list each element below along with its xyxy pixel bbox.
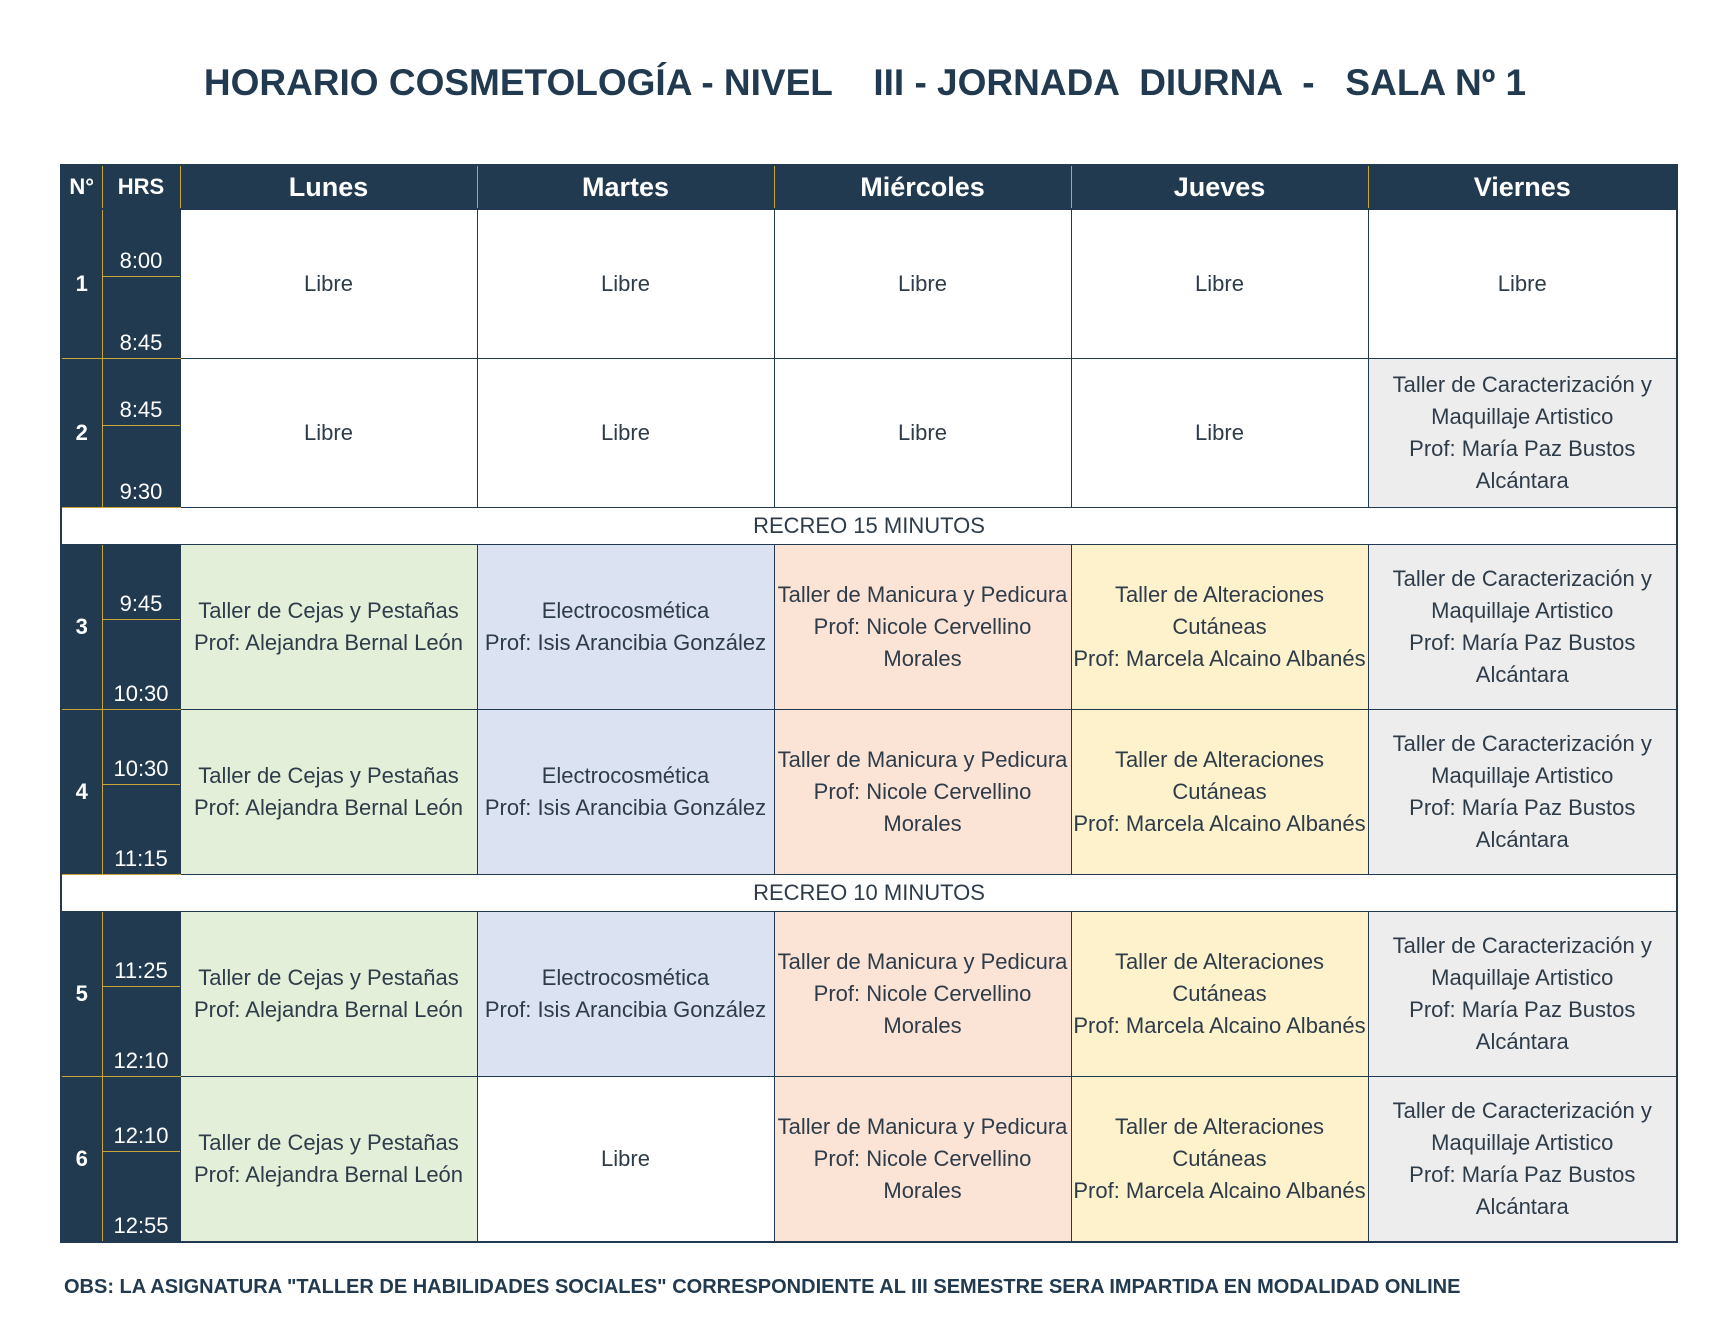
- period-hours: [102, 209, 180, 359]
- period-hours: [102, 912, 180, 1077]
- class-cell-line: Taller de Cejas y Pestañas: [198, 965, 459, 990]
- class-cell-lunes: [180, 710, 477, 875]
- end-time: 12:10: [113, 1048, 169, 1073]
- break-row-15: [61, 508, 1677, 545]
- class-cell-line: Prof: Marcela Alcaino Albanés: [1073, 1013, 1366, 1038]
- class-cell-line: Taller de Caracterización y: [1392, 731, 1652, 756]
- class-cell-viernes: [1368, 710, 1677, 875]
- class-cell-line: Libre: [898, 420, 947, 445]
- time-divider: [103, 619, 180, 620]
- class-cell-line: Prof: Alejandra Bernal León: [193, 795, 464, 820]
- class-cell-martes: [477, 545, 774, 710]
- class-cell-line: Taller de Cejas y Pestañas: [198, 1130, 459, 1155]
- schedule-row-4: [61, 710, 1677, 875]
- period-hours: [102, 1077, 180, 1243]
- class-cell-line: Prof: Marcela Alcaino Albanés: [1073, 646, 1366, 671]
- period-number: 3: [61, 545, 102, 710]
- class-cell-martes: [477, 912, 774, 1077]
- header-day-viernes: Viernes: [1368, 165, 1677, 209]
- class-cell-line: Prof: María Paz Bustos: [1409, 997, 1636, 1022]
- period-number: 1: [61, 209, 102, 359]
- class-cell-line: Maquillaje Artistico: [1431, 598, 1614, 623]
- class-cell-line: Libre: [601, 420, 650, 445]
- break-label: RECREO 15 MINUTOS: [61, 508, 1677, 545]
- class-cell-viernes: [1368, 209, 1677, 359]
- class-cell-line: Taller de Manicura y Pedicura: [777, 747, 1068, 772]
- time-divider: [103, 986, 180, 987]
- period-number: 4: [61, 710, 102, 875]
- time-divider: [103, 425, 180, 426]
- period-number: 6: [61, 1077, 102, 1243]
- start-time: 8:00: [119, 248, 163, 273]
- class-cell-line: Libre: [304, 420, 353, 445]
- class-cell-line: Electrocosmética: [541, 763, 710, 788]
- class-cell-martes: [477, 1077, 774, 1243]
- time-divider: [103, 784, 180, 785]
- class-cell-line: Libre: [898, 271, 947, 296]
- class-cell-lunes: [180, 359, 477, 508]
- class-cell-miercoles: [774, 359, 1071, 508]
- class-cell-line: Taller de Caracterización y: [1392, 933, 1652, 958]
- class-cell-line: Prof: Marcela Alcaino Albanés: [1073, 811, 1366, 836]
- class-cell-line: Prof: Isis Arancibia González: [484, 630, 767, 655]
- class-cell-line: Taller de Manicura y Pedicura: [777, 1114, 1068, 1139]
- class-cell-line: Prof: Nicole Cervellino Morales: [813, 981, 1032, 1038]
- class-cell-line: Prof: Alejandra Bernal León: [193, 630, 464, 655]
- class-cell-line: Libre: [601, 271, 650, 296]
- class-cell-viernes: [1368, 359, 1677, 508]
- class-cell-line: Alcántara: [1475, 1029, 1569, 1054]
- class-cell-line: Prof: Marcela Alcaino Albanés: [1073, 1178, 1366, 1203]
- class-cell-line: Prof: María Paz Bustos: [1409, 436, 1636, 461]
- end-time: 8:45: [119, 330, 163, 355]
- class-cell-line: Taller de Caracterización y: [1392, 1098, 1652, 1123]
- class-cell-line: Maquillaje Artistico: [1431, 404, 1614, 429]
- class-cell-line: Prof: María Paz Bustos: [1409, 630, 1636, 655]
- class-cell-martes: [477, 359, 774, 508]
- schedule-row-6: [61, 1077, 1677, 1243]
- class-cell-line: Prof: María Paz Bustos: [1409, 1162, 1636, 1187]
- period-number: 2: [61, 359, 102, 508]
- class-cell-line: Prof: Isis Arancibia González: [484, 997, 767, 1022]
- class-cell-line: Taller de Cejas y Pestañas: [198, 763, 459, 788]
- class-cell-line: Taller de Alteraciones Cutáneas: [1114, 1114, 1325, 1171]
- start-time: 9:45: [119, 591, 163, 616]
- class-cell-miercoles: [774, 1077, 1071, 1243]
- class-cell-line: Alcántara: [1475, 827, 1569, 852]
- class-cell-line: Prof: Nicole Cervellino Morales: [813, 1146, 1032, 1203]
- class-cell-martes: [477, 209, 774, 359]
- class-cell-lunes: [180, 912, 477, 1077]
- class-cell-line: Prof: María Paz Bustos: [1409, 795, 1636, 820]
- header-day-miercoles: Miércoles: [774, 165, 1071, 209]
- end-time: 10:30: [113, 681, 169, 706]
- class-cell-line: Maquillaje Artistico: [1431, 965, 1614, 990]
- period-hours: [102, 710, 180, 875]
- header-row: [61, 165, 1677, 209]
- class-cell-line: Taller de Caracterización y: [1392, 372, 1652, 397]
- end-time: 11:15: [114, 846, 168, 871]
- schedule-row-5: [61, 912, 1677, 1077]
- schedule-row-1: [61, 209, 1677, 359]
- class-cell-line: Prof: Nicole Cervellino Morales: [813, 779, 1032, 836]
- schedule-row-2: [61, 359, 1677, 508]
- break-row-10: [61, 875, 1677, 912]
- class-cell-lunes: [180, 209, 477, 359]
- class-cell-line: Libre: [601, 1146, 650, 1171]
- class-cell-line: Electrocosmética: [541, 965, 710, 990]
- class-cell-line: Libre: [1497, 271, 1547, 296]
- class-cell-line: Taller de Alteraciones Cutáneas: [1114, 747, 1325, 804]
- end-time: 12:55: [113, 1213, 169, 1238]
- class-cell-jueves: [1071, 359, 1368, 508]
- class-cell-line: Alcántara: [1475, 1194, 1569, 1219]
- class-cell-jueves: [1071, 545, 1368, 710]
- page-title: HORARIO COSMETOLOGÍA - NIVEL III - JORNADA DIURNA - SALA Nº 1: [203, 62, 1527, 103]
- class-cell-line: Alcántara: [1475, 468, 1569, 493]
- header-day-martes: Martes: [477, 165, 774, 209]
- schedule-body: [61, 209, 1677, 1242]
- observation-note: OBS: LA ASIGNATURA "TALLER DE HABILIDADES SOCIALES" CORRESPONDIENTE AL III SEMESTRE SERA IMPARTIDA EN MODALIDAD ONLINE: [64, 1276, 1461, 1298]
- class-cell-jueves: [1071, 710, 1368, 875]
- end-time: 9:30: [119, 479, 163, 504]
- class-cell-lunes: [180, 1077, 477, 1243]
- class-cell-line: Prof: Alejandra Bernal León: [193, 1162, 464, 1187]
- period-hours: [102, 545, 180, 710]
- start-time: 12:10: [113, 1123, 169, 1148]
- class-cell-jueves: [1071, 209, 1368, 359]
- class-cell-miercoles: [774, 912, 1071, 1077]
- header-num: N°: [61, 165, 102, 209]
- class-cell-line: Maquillaje Artistico: [1431, 1130, 1614, 1155]
- class-cell-line: Alcántara: [1475, 662, 1569, 687]
- class-cell-line: Taller de Alteraciones Cutáneas: [1114, 582, 1325, 639]
- time-divider: [103, 1151, 180, 1152]
- class-cell-line: Libre: [1195, 271, 1244, 296]
- class-cell-line: Taller de Cejas y Pestañas: [198, 598, 459, 623]
- class-cell-miercoles: [774, 545, 1071, 710]
- header-day-lunes: Lunes: [180, 165, 477, 209]
- class-cell-line: Electrocosmética: [541, 598, 710, 623]
- class-cell-viernes: [1368, 912, 1677, 1077]
- class-cell-line: Libre: [304, 271, 353, 296]
- break-label: RECREO 10 MINUTOS: [61, 875, 1677, 912]
- class-cell-line: Taller de Manicura y Pedicura: [777, 949, 1068, 974]
- start-time: 11:25: [114, 958, 168, 983]
- start-time: 10:30: [113, 756, 169, 781]
- class-cell-miercoles: [774, 710, 1071, 875]
- class-cell-line: Libre: [1195, 420, 1244, 445]
- start-time: 8:45: [119, 397, 163, 422]
- class-cell-line: Prof: Isis Arancibia González: [484, 795, 767, 820]
- time-divider: [103, 276, 180, 277]
- schedule-table: [60, 164, 1678, 1243]
- class-cell-line: Taller de Caracterización y: [1392, 566, 1652, 591]
- class-cell-line: Taller de Manicura y Pedicura: [777, 582, 1068, 607]
- class-cell-miercoles: [774, 209, 1071, 359]
- class-cell-jueves: [1071, 912, 1368, 1077]
- schedule-row-3: [61, 545, 1677, 710]
- header-day-jueves: Jueves: [1071, 165, 1368, 209]
- class-cell-lunes: [180, 545, 477, 710]
- class-cell-viernes: [1368, 1077, 1677, 1243]
- class-cell-viernes: [1368, 545, 1677, 710]
- class-cell-line: Maquillaje Artistico: [1431, 763, 1614, 788]
- class-cell-line: Prof: Alejandra Bernal León: [193, 997, 464, 1022]
- class-cell-jueves: [1071, 1077, 1368, 1243]
- class-cell-line: Taller de Alteraciones Cutáneas: [1114, 949, 1325, 1006]
- period-number: 5: [61, 912, 102, 1077]
- header-hrs: HRS: [102, 165, 180, 209]
- class-cell-line: Prof: Nicole Cervellino Morales: [813, 614, 1032, 671]
- class-cell-martes: [477, 710, 774, 875]
- period-hours: [102, 359, 180, 508]
